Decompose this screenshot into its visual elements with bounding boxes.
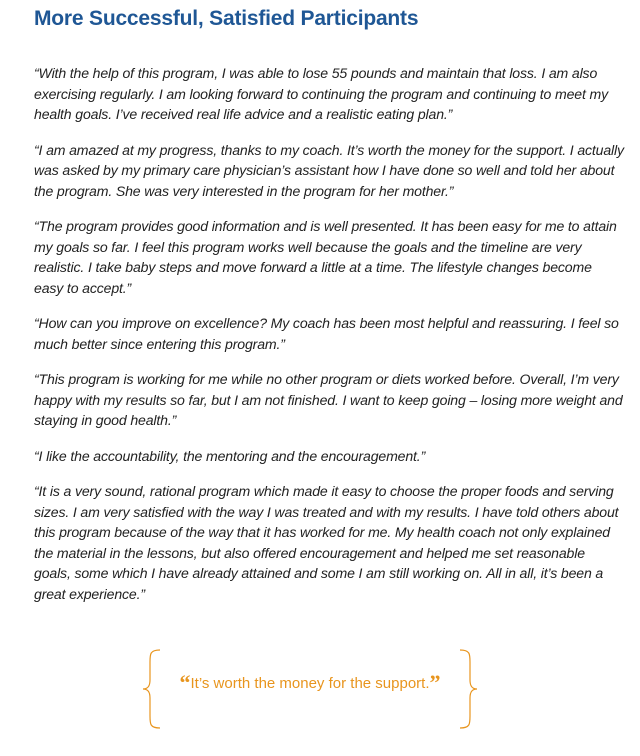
testimonial-quote: “It is a very sound, rational program which made it easy to choose the proper foods and serving sizes. I am very satisfied with the way I was treated and with my results. I have told others about this program because of the way that it has worked for me. My health coach not only explained the material in the lessons, but also offered encouragement and helped me set reasonable goals, some which I have already attained and some I am still working on. All in all, it’s been a great experience.” bbox=[34, 483, 619, 602]
testimonial-list bbox=[34, 63, 624, 619]
open-quote-mark: “ bbox=[179, 670, 191, 695]
right-brace-icon bbox=[456, 648, 480, 730]
testimonial-quote: “How can you improve on excellence? My coach has been most helpful and reassuring. I feel so much better since entering this program.” bbox=[34, 315, 619, 352]
testimonial-quote: “The program provides good information and is well presented. It has been easy for me to attain my goals so far. I feel this program works well because the goals and the timeline are very realistic. I take baby steps and move forward a little at a time. The lifestyle changes become easy to accept.” bbox=[34, 218, 617, 296]
close-quote-mark: ” bbox=[429, 670, 441, 695]
testimonial-quote: “This program is working for me while no other program or diets worked before. Overall, I’m very happy with my results so far, but I am not finished. I want to keep going – losing more weight and staying in good health.” bbox=[34, 371, 623, 428]
testimonial-quote: “I am amazed at my progress, thanks to my coach. It’s worth the money for the support. I actually was asked by my primary care physician’s assistant how I have done so well and told her about the program. She was very interested in the program for her mother.” bbox=[34, 141, 624, 199]
testimonial-quote: “I like the accountability, the mentoring and the encouragement.” bbox=[34, 447, 426, 464]
testimonial-quote: “With the help of this program, I was able to lose 55 pounds and maintain that loss. I am also exercising regularly. I am looking forward to continuing the program and continuing to meet my health goals. I’ve received real life advice and a realistic eating plan.” bbox=[34, 65, 608, 122]
pull-quote-text bbox=[140, 672, 480, 694]
pull-quote-body: It’s worth the money for the support. bbox=[190, 675, 430, 692]
pull-quote bbox=[140, 648, 480, 730]
page-title: More Successful, Satisfied Participants bbox=[34, 7, 419, 30]
